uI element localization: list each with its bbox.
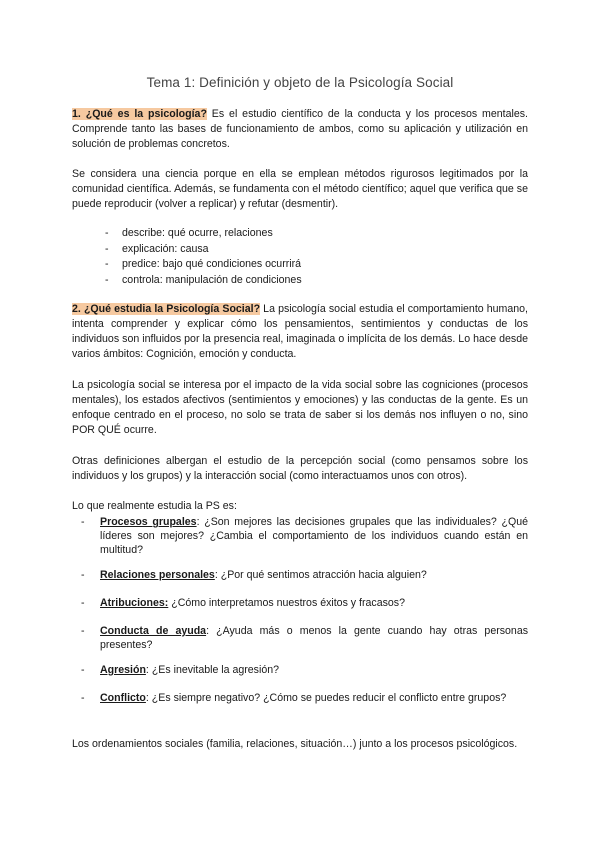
list-item: - Procesos grupales: ¿Son mejores las decisiones grupales que las individuales? ¿Qué líderes son mejores? ¿Cambia el comportamiento de los individuos cuando están en multitud? (81, 516, 529, 556)
list-item: - Conflicto: ¿Es siempre negativo? ¿Cómo se puedes reducir el conflicto entre grupos? (81, 692, 507, 704)
section2-heading: 2. ¿Qué estudia la Psicología Social? (72, 303, 261, 315)
topic-label: Agresión (100, 664, 146, 676)
section2-text: La psicología social estudia el comportamiento humano, intenta comprender y explicar cómo los pensamientos, sentimientos y conductas de los individuos son influidos por la presencia real, imaginada o implícita de los demás. Lo hace desde varios ámbitos: Cognición, emoción y conducta. (72, 303, 529, 360)
topic-text: ¿Por qué sentimos atracción hacia alguien? (220, 569, 427, 581)
science-functions-list (72, 226, 528, 288)
list-item: - Atribuciones: ¿Cómo interpretamos nuestros éxitos y fracasos? (81, 597, 405, 609)
section1-heading: 1. ¿Qué es la psicología? (72, 108, 207, 120)
topic-label: Atribuciones: (100, 597, 169, 609)
topic-label: Conflicto (100, 692, 146, 704)
section2-para3: Otras definiciones albergan el estudio de la percepción social (como pensamos sobre los individuos y los grupos) y la interacción social (como interactuamos unos con otros). (72, 455, 528, 482)
topic-text: ¿Cómo interpretamos nuestros éxitos y fracasos? (171, 597, 405, 609)
list-item: - describe: qué ocurre, relaciones (72, 226, 528, 242)
topic-label: Conducta de ayuda (100, 625, 207, 637)
section2-paragraph-3 (72, 454, 528, 484)
topic-text: ¿Es siempre negativo? ¿Cómo se puedes reducir el conflicto entre grupos? (151, 692, 507, 704)
topic-label: Relaciones personales (100, 569, 215, 581)
section1-paragraph-2 (72, 167, 528, 212)
page-title: Tema 1: Definición y objeto de la Psicología Social (146, 75, 454, 90)
list-item: - controla: manipulación de condiciones (72, 273, 528, 289)
section1-para2: Se considera una ciencia porque en ella se emplean métodos rigurosos legitimados por la comunidad científica. Además, se fundamenta con el método científico; aquel que verifica que se puede reproducir (volver a replicar) y refutar (desmentir). (72, 168, 528, 210)
section2-para2: La psicología social se interesa por el impacto de la vida social sobre las cogniciones (procesos mentales), los estados afectivos (sentimientos y emociones) y las conductas de la gente. Es un enfoque centrado en el proceso, no solo se trata de saber si los demás nos influyen o no, sino POR QUÉ ocurre. (72, 379, 528, 436)
section2-paragraph (72, 302, 528, 362)
topic-text: ¿Es inevitable la agresión? (151, 664, 280, 676)
topic-text: ¿Son mejores las decisiones grupales que las individuales? ¿Qué líderes son mejores? ¿Cambia el comportamiento de los individuos cuando están en multitud? (100, 516, 529, 556)
topics-intro: Lo que realmente estudia la PS es: (72, 500, 237, 512)
closing-text: Los ordenamientos sociales (familia, relaciones, situación…) junto a los procesos psicológicos. (72, 738, 518, 750)
list-item: - predice: bajo qué condiciones ocurrirá (72, 257, 528, 273)
topic-label: Procesos grupales (100, 516, 197, 528)
section2-paragraph-2 (72, 378, 528, 438)
list-item: - Relaciones personales: ¿Por qué sentimos atracción hacia alguien? (81, 569, 427, 581)
list-item: - Conducta de ayuda: ¿Ayuda más o menos la gente cuando hay otras personas presentes? (81, 625, 529, 651)
topic-text: ¿Ayuda más o menos la gente cuando hay otras personas presentes? (100, 625, 529, 651)
section1-text: Es el estudio científico de la conducta y los procesos mentales. Comprende tanto las bases de funcionamiento de ambos, como su aplicación y utilización en solución de problemas concretos. (72, 108, 528, 150)
section1-paragraph (72, 107, 528, 152)
closing-paragraph (72, 737, 528, 752)
list-item: - explicación: causa (72, 242, 528, 258)
list-item: - Agresión: ¿Es inevitable la agresión? (81, 664, 280, 676)
